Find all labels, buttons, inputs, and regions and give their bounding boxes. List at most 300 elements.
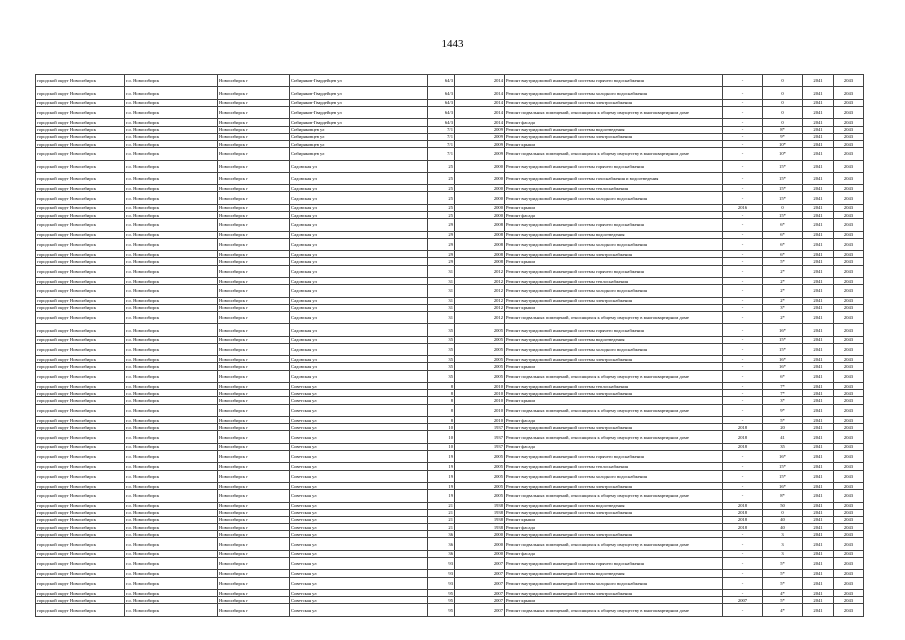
- plan-end-cell: 2043: [834, 87, 864, 99]
- plan-start-cell: 2041: [803, 516, 834, 523]
- plan-end-cell: 2043: [834, 126, 864, 133]
- plan-start-cell: 2041: [803, 502, 834, 509]
- wear-cell: 9*: [763, 133, 803, 140]
- year-built-cell: 2012: [455, 304, 505, 311]
- wear-cell: 0: [763, 99, 803, 106]
- street-cell: Советская ул: [290, 516, 428, 523]
- table-row: [36, 370, 864, 382]
- house-cell: 25: [428, 185, 455, 192]
- last-repair-year-cell: 2018: [723, 431, 763, 443]
- table-row: [36, 160, 864, 172]
- municipality-cell: городской округ Новосибирск: [36, 238, 125, 250]
- table-row: [36, 390, 864, 397]
- municipality-cell: городской округ Новосибирск: [36, 431, 125, 443]
- table-row: [36, 431, 864, 443]
- wear-cell: 5*: [763, 570, 803, 577]
- street-cell: Советская ул: [290, 524, 428, 531]
- year-built-cell: 2005: [455, 363, 505, 370]
- plan-end-cell: 2043: [834, 516, 864, 523]
- year-built-cell: 2009: [455, 126, 505, 133]
- plan-end-cell: 2043: [834, 311, 864, 323]
- plan-end-cell: 2043: [834, 397, 864, 404]
- table-row: [36, 509, 864, 516]
- plan-start-cell: 2041: [803, 356, 834, 363]
- last-repair-year-cell: -: [723, 311, 763, 323]
- plan-start-cell: 2041: [803, 343, 834, 355]
- wear-cell: 15*: [763, 185, 803, 192]
- table-row: [36, 404, 864, 416]
- street-cell: Садовская ул: [290, 219, 428, 231]
- year-built-cell: 2005: [455, 450, 505, 462]
- municipality-cell: городской округ Новосибирск: [36, 550, 125, 557]
- table-row: [36, 363, 864, 370]
- table-row: [36, 172, 864, 184]
- table-row: [36, 502, 864, 509]
- work-type-cell: Ремонт внутридомовой инженерной системы водоотведения: [505, 231, 723, 238]
- settlement-cell: г.о. Новосибирск: [125, 126, 218, 133]
- plan-end-cell: 2043: [834, 133, 864, 140]
- street-cell: Советская ул: [290, 463, 428, 470]
- last-repair-year-cell: -: [723, 450, 763, 462]
- last-repair-year-cell: -: [723, 119, 763, 126]
- year-built-cell: 1937: [455, 443, 505, 450]
- house-cell: 64/3: [428, 119, 455, 126]
- table-row: [36, 604, 864, 616]
- house-cell: 64/3: [428, 87, 455, 99]
- wear-cell: 41: [763, 431, 803, 443]
- year-built-cell: 2012: [455, 277, 505, 284]
- table-row: [36, 516, 864, 523]
- street-cell: Садовская ул: [290, 160, 428, 172]
- street-cell: Садовская ул: [290, 231, 428, 238]
- wear-cell: 40: [763, 516, 803, 523]
- city-cell: Новосибирск г: [218, 172, 290, 184]
- last-repair-year-cell: 2016: [723, 204, 763, 211]
- year-built-cell: 2007: [455, 558, 505, 570]
- work-type-cell: Ремонт внутридомовой инженерной системы горячего водоснабжения: [505, 265, 723, 277]
- house-cell: 10: [428, 431, 455, 443]
- work-type-cell: Ремонт внутридомовой инженерной системы холодного водоснабжения: [505, 285, 723, 297]
- plan-end-cell: 2043: [834, 212, 864, 219]
- street-cell: Советская ул: [290, 577, 428, 589]
- city-cell: Новосибирск г: [218, 443, 290, 450]
- settlement-cell: г.о. Новосибирск: [125, 589, 218, 596]
- city-cell: Новосибирск г: [218, 285, 290, 297]
- city-cell: Новосибирск г: [218, 516, 290, 523]
- year-built-cell: 2000: [455, 160, 505, 172]
- municipality-cell: городской округ Новосибирск: [36, 324, 125, 336]
- settlement-cell: г.о. Новосибирск: [125, 397, 218, 404]
- municipality-cell: городской округ Новосибирск: [36, 470, 125, 482]
- street-cell: Сибиряков-Гвардейцев ул: [290, 75, 428, 87]
- table-row: [36, 75, 864, 87]
- table-row: [36, 87, 864, 99]
- municipality-cell: городской округ Новосибирск: [36, 443, 125, 450]
- municipality-cell: городской округ Новосибирск: [36, 106, 125, 118]
- house-cell: 31: [428, 311, 455, 323]
- settlement-cell: г.о. Новосибирск: [125, 311, 218, 323]
- settlement-cell: г.о. Новосибирск: [125, 324, 218, 336]
- house-cell: 7/1: [428, 140, 455, 147]
- settlement-cell: г.о. Новосибирск: [125, 148, 218, 160]
- last-repair-year-cell: -: [723, 538, 763, 550]
- plan-end-cell: 2043: [834, 119, 864, 126]
- wear-cell: 3: [763, 538, 803, 550]
- last-repair-year-cell: -: [723, 251, 763, 258]
- last-repair-year-cell: -: [723, 277, 763, 284]
- city-cell: Новосибирск г: [218, 133, 290, 140]
- street-cell: Советская ул: [290, 431, 428, 443]
- wear-cell: 3*: [763, 397, 803, 404]
- table-row: [36, 133, 864, 140]
- house-cell: 8: [428, 397, 455, 404]
- city-cell: Новосибирск г: [218, 219, 290, 231]
- settlement-cell: г.о. Новосибирск: [125, 204, 218, 211]
- table-row: [36, 126, 864, 133]
- year-built-cell: 2014: [455, 75, 505, 87]
- plan-end-cell: 2043: [834, 470, 864, 482]
- house-cell: 29: [428, 219, 455, 231]
- house-cell: 36: [428, 531, 455, 538]
- city-cell: Новосибирск г: [218, 343, 290, 355]
- street-cell: Советская ул: [290, 550, 428, 557]
- city-cell: Новосибирск г: [218, 404, 290, 416]
- city-cell: Новосибирск г: [218, 577, 290, 589]
- plan-start-cell: 2041: [803, 482, 834, 489]
- work-type-cell: Ремонт внутридомовой инженерной системы электроснабжения: [505, 356, 723, 363]
- street-cell: Советская ул: [290, 538, 428, 550]
- house-cell: 19: [428, 470, 455, 482]
- city-cell: Новосибирск г: [218, 390, 290, 397]
- street-cell: Сибиряков-Гвардейцев ул: [290, 99, 428, 106]
- settlement-cell: г.о. Новосибирск: [125, 482, 218, 489]
- last-repair-year-cell: 2018: [723, 509, 763, 516]
- plan-end-cell: 2043: [834, 148, 864, 160]
- street-cell: Садовская ул: [290, 192, 428, 204]
- house-cell: 31: [428, 277, 455, 284]
- house-cell: 10: [428, 443, 455, 450]
- last-repair-year-cell: 2018: [723, 524, 763, 531]
- settlement-cell: г.о. Новосибирск: [125, 597, 218, 604]
- plan-end-cell: 2043: [834, 604, 864, 616]
- plan-start-cell: 2041: [803, 311, 834, 323]
- year-built-cell: 2010: [455, 404, 505, 416]
- wear-cell: 2*: [763, 277, 803, 284]
- table-row: [36, 106, 864, 118]
- last-repair-year-cell: -: [723, 490, 763, 502]
- house-cell: 31: [428, 304, 455, 311]
- table-row: [36, 311, 864, 323]
- municipality-cell: городской округ Новосибирск: [36, 502, 125, 509]
- table-row: [36, 119, 864, 126]
- settlement-cell: г.о. Новосибирск: [125, 502, 218, 509]
- wear-cell: 15*: [763, 470, 803, 482]
- city-cell: Новосибирск г: [218, 550, 290, 557]
- street-cell: Советская ул: [290, 443, 428, 450]
- wear-cell: 2*: [763, 311, 803, 323]
- municipality-cell: городской округ Новосибирск: [36, 404, 125, 416]
- wear-cell: 5*: [763, 417, 803, 424]
- city-cell: Новосибирск г: [218, 482, 290, 489]
- work-type-cell: Ремонт внутридомовой инженерной системы водоотведения: [505, 126, 723, 133]
- city-cell: Новосибирск г: [218, 119, 290, 126]
- plan-start-cell: 2041: [803, 383, 834, 390]
- city-cell: Новосибирск г: [218, 185, 290, 192]
- street-cell: Советская ул: [290, 490, 428, 502]
- street-cell: Садовская ул: [290, 258, 428, 265]
- city-cell: Новосибирск г: [218, 336, 290, 343]
- work-type-cell: Ремонт внутридомовой инженерной системы холодного водоснабжения: [505, 470, 723, 482]
- last-repair-year-cell: -: [723, 258, 763, 265]
- plan-end-cell: 2043: [834, 509, 864, 516]
- plan-end-cell: 2043: [834, 424, 864, 431]
- street-cell: Садовская ул: [290, 356, 428, 363]
- house-cell: 95: [428, 589, 455, 596]
- street-cell: Садовская ул: [290, 204, 428, 211]
- street-cell: Сибиряковцев ул: [290, 140, 428, 147]
- year-built-cell: 2007: [455, 589, 505, 596]
- last-repair-year-cell: -: [723, 370, 763, 382]
- year-built-cell: 2014: [455, 106, 505, 118]
- plan-end-cell: 2043: [834, 404, 864, 416]
- last-repair-year-cell: -: [723, 531, 763, 538]
- municipality-cell: городской округ Новосибирск: [36, 304, 125, 311]
- work-type-cell: Ремонт подвальных помещений, относящихся к общему имуществу в многоквартирном доме: [505, 538, 723, 550]
- settlement-cell: г.о. Новосибирск: [125, 219, 218, 231]
- house-cell: 93: [428, 558, 455, 570]
- wear-cell: 8*: [763, 490, 803, 502]
- settlement-cell: г.о. Новосибирск: [125, 160, 218, 172]
- house-cell: 29: [428, 238, 455, 250]
- plan-start-cell: 2041: [803, 212, 834, 219]
- street-cell: Садовская ул: [290, 336, 428, 343]
- work-type-cell: Ремонт крыши: [505, 204, 723, 211]
- year-built-cell: 2012: [455, 285, 505, 297]
- last-repair-year-cell: -: [723, 390, 763, 397]
- year-built-cell: 2007: [455, 597, 505, 604]
- year-built-cell: 2009: [455, 133, 505, 140]
- municipality-cell: городской округ Новосибирск: [36, 297, 125, 304]
- municipality-cell: городской округ Новосибирск: [36, 356, 125, 363]
- house-cell: 19: [428, 482, 455, 489]
- work-type-cell: Ремонт подвальных помещений, относящихся к общему имуществу в многоквартирном доме: [505, 431, 723, 443]
- wear-cell: 50: [763, 502, 803, 509]
- city-cell: Новосибирск г: [218, 251, 290, 258]
- plan-end-cell: 2043: [834, 550, 864, 557]
- settlement-cell: г.о. Новосибирск: [125, 277, 218, 284]
- city-cell: Новосибирск г: [218, 502, 290, 509]
- last-repair-year-cell: -: [723, 219, 763, 231]
- municipality-cell: городской округ Новосибирск: [36, 336, 125, 343]
- last-repair-year-cell: -: [723, 148, 763, 160]
- last-repair-year-cell: -: [723, 126, 763, 133]
- plan-start-cell: 2041: [803, 570, 834, 577]
- settlement-cell: г.о. Новосибирск: [125, 470, 218, 482]
- settlement-cell: г.о. Новосибирск: [125, 251, 218, 258]
- table-row: [36, 589, 864, 596]
- work-type-cell: Ремонт крыши: [505, 258, 723, 265]
- plan-end-cell: 2043: [834, 597, 864, 604]
- street-cell: Советская ул: [290, 589, 428, 596]
- plan-end-cell: 2043: [834, 570, 864, 577]
- table-row: [36, 277, 864, 284]
- street-cell: Сибиряков-Гвардейцев ул: [290, 106, 428, 118]
- year-built-cell: 2000: [455, 185, 505, 192]
- settlement-cell: г.о. Новосибирск: [125, 490, 218, 502]
- city-cell: Новосибирск г: [218, 397, 290, 404]
- settlement-cell: г.о. Новосибирск: [125, 119, 218, 126]
- settlement-cell: г.о. Новосибирск: [125, 524, 218, 531]
- settlement-cell: г.о. Новосибирск: [125, 185, 218, 192]
- year-built-cell: 1938: [455, 502, 505, 509]
- wear-cell: 6*: [763, 238, 803, 250]
- street-cell: Садовская ул: [290, 277, 428, 284]
- work-type-cell: Ремонт внутридомовой инженерной системы электроснабжения: [505, 390, 723, 397]
- plan-end-cell: 2043: [834, 75, 864, 87]
- city-cell: Новосибирск г: [218, 192, 290, 204]
- city-cell: Новосибирск г: [218, 538, 290, 550]
- work-type-cell: Ремонт фасада: [505, 119, 723, 126]
- plan-end-cell: 2043: [834, 463, 864, 470]
- house-cell: 19: [428, 463, 455, 470]
- city-cell: Новосибирск г: [218, 558, 290, 570]
- wear-cell: 2*: [763, 285, 803, 297]
- plan-end-cell: 2043: [834, 204, 864, 211]
- municipality-cell: городской округ Новосибирск: [36, 231, 125, 238]
- plan-start-cell: 2041: [803, 251, 834, 258]
- city-cell: Новосибирск г: [218, 238, 290, 250]
- settlement-cell: г.о. Новосибирск: [125, 558, 218, 570]
- settlement-cell: г.о. Новосибирск: [125, 404, 218, 416]
- year-built-cell: 2005: [455, 370, 505, 382]
- plan-start-cell: 2041: [803, 126, 834, 133]
- table-row: [36, 265, 864, 277]
- municipality-cell: городской округ Новосибирск: [36, 119, 125, 126]
- settlement-cell: г.о. Новосибирск: [125, 577, 218, 589]
- house-cell: 25: [428, 160, 455, 172]
- settlement-cell: г.о. Новосибирск: [125, 75, 218, 87]
- table-row: [36, 285, 864, 297]
- table-row: [36, 490, 864, 502]
- table-row: [36, 550, 864, 557]
- work-type-cell: Ремонт внутридомовой инженерной системы теплоснабжения: [505, 463, 723, 470]
- city-cell: Новосибирск г: [218, 463, 290, 470]
- work-type-cell: Ремонт внутридомовой инженерной системы электроснабжения: [505, 297, 723, 304]
- year-built-cell: 2014: [455, 87, 505, 99]
- municipality-cell: городской округ Новосибирск: [36, 597, 125, 604]
- plan-start-cell: 2041: [803, 363, 834, 370]
- year-built-cell: 2012: [455, 311, 505, 323]
- plan-start-cell: 2041: [803, 597, 834, 604]
- wear-cell: 15*: [763, 336, 803, 343]
- plan-start-cell: 2041: [803, 443, 834, 450]
- wear-cell: 16*: [763, 482, 803, 489]
- last-repair-year-cell: -: [723, 99, 763, 106]
- municipality-cell: городской округ Новосибирск: [36, 589, 125, 596]
- plan-start-cell: 2041: [803, 119, 834, 126]
- city-cell: Новосибирск г: [218, 106, 290, 118]
- house-cell: 8: [428, 417, 455, 424]
- street-cell: Советская ул: [290, 604, 428, 616]
- house-cell: 95: [428, 597, 455, 604]
- year-built-cell: 2008: [455, 251, 505, 258]
- street-cell: Садовская ул: [290, 304, 428, 311]
- work-type-cell: Ремонт фасада: [505, 417, 723, 424]
- year-built-cell: 2005: [455, 324, 505, 336]
- plan-start-cell: 2041: [803, 297, 834, 304]
- plan-start-cell: 2041: [803, 558, 834, 570]
- settlement-cell: г.о. Новосибирск: [125, 443, 218, 450]
- table-row: [36, 212, 864, 219]
- plan-end-cell: 2043: [834, 231, 864, 238]
- city-cell: Новосибирск г: [218, 160, 290, 172]
- house-cell: 95: [428, 604, 455, 616]
- municipality-cell: городской округ Новосибирск: [36, 558, 125, 570]
- plan-start-cell: 2041: [803, 133, 834, 140]
- settlement-cell: г.о. Новосибирск: [125, 87, 218, 99]
- year-built-cell: 2008: [455, 238, 505, 250]
- last-repair-year-cell: -: [723, 172, 763, 184]
- work-type-cell: Ремонт внутридомовой инженерной системы холодного водоснабжения: [505, 87, 723, 99]
- plan-start-cell: 2041: [803, 192, 834, 204]
- table-row: [36, 443, 864, 450]
- work-type-cell: Ремонт внутридомовой инженерной системы теплоснабжения: [505, 383, 723, 390]
- plan-end-cell: 2043: [834, 443, 864, 450]
- year-built-cell: 2000: [455, 531, 505, 538]
- year-built-cell: 2010: [455, 390, 505, 397]
- municipality-cell: городской округ Новосибирск: [36, 604, 125, 616]
- settlement-cell: г.о. Новосибирск: [125, 417, 218, 424]
- settlement-cell: г.о. Новосибирск: [125, 172, 218, 184]
- plan-end-cell: 2043: [834, 336, 864, 343]
- plan-end-cell: 2043: [834, 258, 864, 265]
- city-cell: Новосибирск г: [218, 75, 290, 87]
- table-row: [36, 238, 864, 250]
- plan-start-cell: 2041: [803, 106, 834, 118]
- municipality-cell: городской округ Новосибирск: [36, 570, 125, 577]
- plan-end-cell: 2043: [834, 277, 864, 284]
- city-cell: Новосибирск г: [218, 570, 290, 577]
- house-cell: 35: [428, 356, 455, 363]
- plan-start-cell: 2041: [803, 99, 834, 106]
- year-built-cell: 2008: [455, 258, 505, 265]
- settlement-cell: г.о. Новосибирск: [125, 550, 218, 557]
- work-type-cell: Ремонт подвальных помещений, относящихся к общему имуществу в многоквартирном доме: [505, 148, 723, 160]
- municipality-cell: городской округ Новосибирск: [36, 538, 125, 550]
- work-type-cell: Ремонт крыши: [505, 516, 723, 523]
- last-repair-year-cell: -: [723, 265, 763, 277]
- city-cell: Новосибирск г: [218, 311, 290, 323]
- city-cell: Новосибирск г: [218, 490, 290, 502]
- municipality-cell: городской округ Новосибирск: [36, 212, 125, 219]
- table-row: [36, 463, 864, 470]
- plan-start-cell: 2041: [803, 140, 834, 147]
- street-cell: Садовская ул: [290, 285, 428, 297]
- wear-cell: 5*: [763, 577, 803, 589]
- house-cell: 7/1: [428, 133, 455, 140]
- house-cell: 35: [428, 363, 455, 370]
- municipality-cell: городской округ Новосибирск: [36, 277, 125, 284]
- year-built-cell: 2012: [455, 265, 505, 277]
- wear-cell: 6*: [763, 370, 803, 382]
- year-built-cell: 2010: [455, 417, 505, 424]
- last-repair-year-cell: -: [723, 304, 763, 311]
- wear-cell: 3*: [763, 304, 803, 311]
- street-cell: Садовская ул: [290, 343, 428, 355]
- plan-start-cell: 2041: [803, 231, 834, 238]
- municipality-cell: городской округ Новосибирск: [36, 370, 125, 382]
- street-cell: Сибиряковцев ул: [290, 126, 428, 133]
